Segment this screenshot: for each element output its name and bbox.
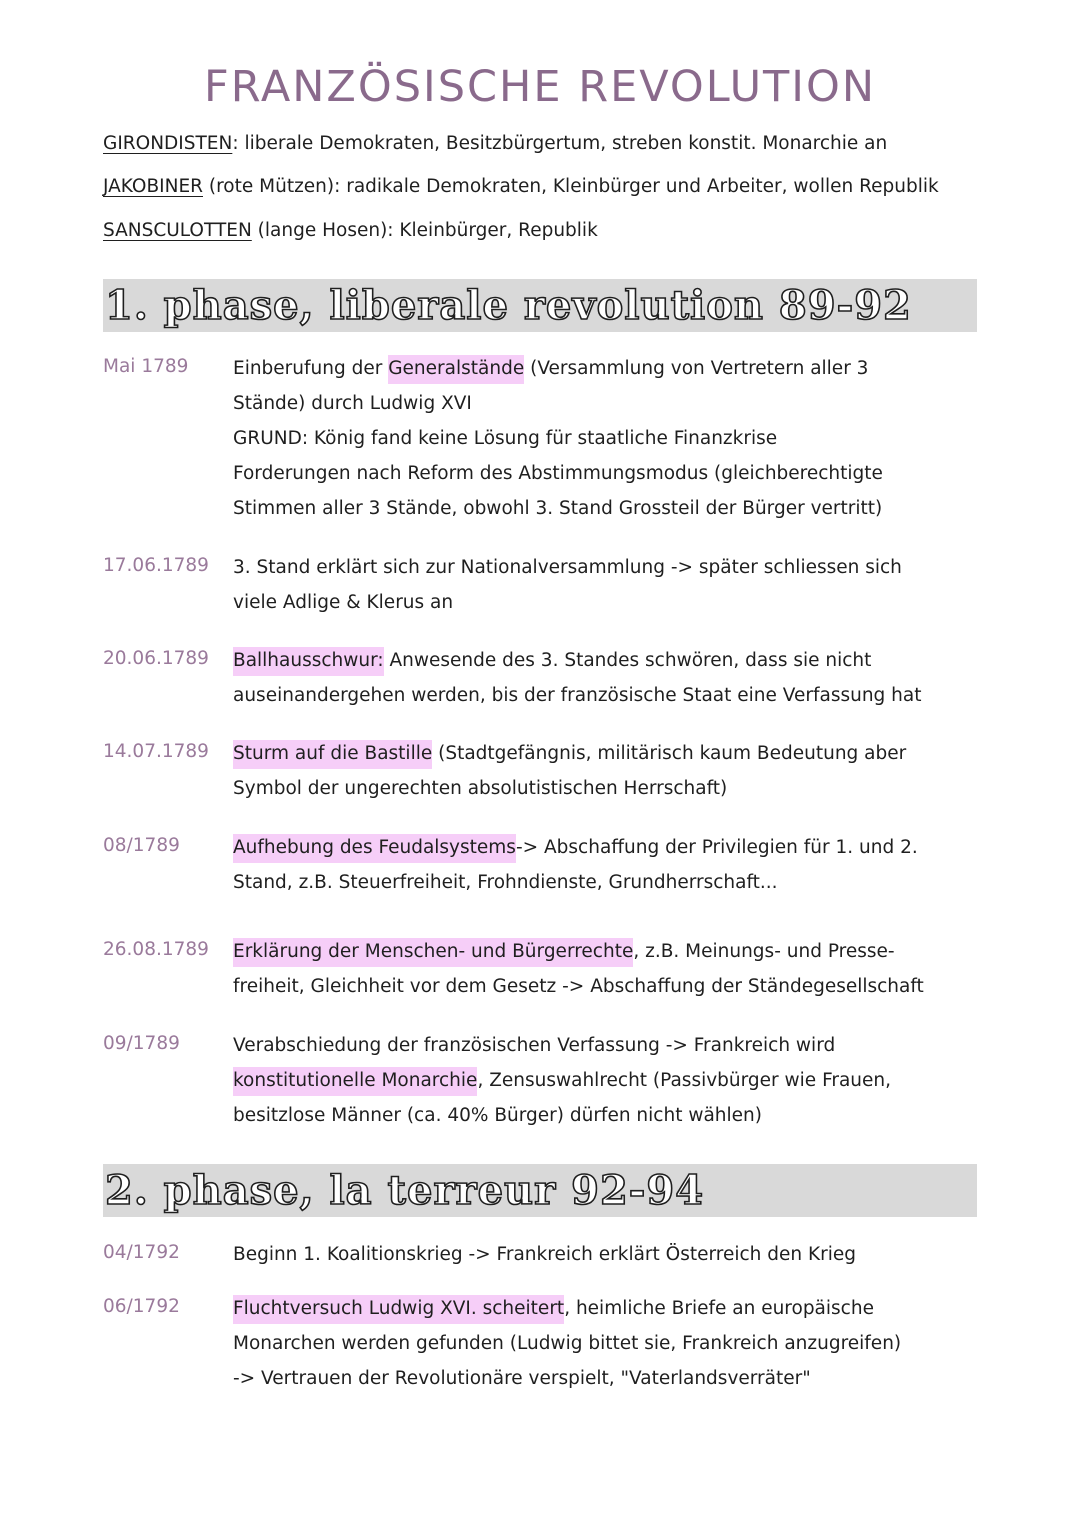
entry-date: 17.06.1789 xyxy=(103,555,209,576)
entry-line: Sturm auf die Bastille (Stadtgefängnis, militärisch kaum Bedeutung aber xyxy=(233,736,973,771)
entry-line: Stände) durch Ludwig XVI xyxy=(233,393,472,414)
entry-line: Verabschiedung der französischen Verfassung -> Frankreich wird xyxy=(233,1035,836,1056)
entry-line: Beginn 1. Koalitionskrieg -> Frankreich erklärt Österreich den Krieg xyxy=(233,1244,857,1265)
entry-line: Forderungen nach Reform des Abstimmungsmodus (gleichberechtigte xyxy=(233,463,883,484)
party-description: (rote Mützen): radikale Demokraten, Kleinbürger und Arbeiter, wollen Republik xyxy=(203,176,939,197)
party-sansculotten xyxy=(103,220,598,241)
entry-line: Aufhebung des Feudalsystems-> Abschaffung der Privilegien für 1. und 2. xyxy=(233,830,973,865)
entry-date: 04/1792 xyxy=(103,1242,180,1263)
phase-1-title: 1. phase, liberale revolution 89-92 xyxy=(105,282,912,329)
entry-line: freiheit, Gleichheit vor dem Gesetz -> Abschaffung der Ständegesellschaft xyxy=(233,976,924,997)
entry-date: 14.07.1789 xyxy=(103,741,209,762)
entry-line: -> Vertrauen der Revolutionäre verspielt, "Vaterlandsverräter" xyxy=(233,1368,811,1389)
entry-text xyxy=(233,1291,973,1396)
party-girondisten xyxy=(103,133,887,154)
highlight: konstitutionelle Monarchie xyxy=(233,1067,477,1096)
entry-line: Stimmen aller 3 Stände, obwohl 3. Stand Grossteil der Bürger vertritt) xyxy=(233,498,883,519)
party-description: (lange Hosen): Kleinbürger, Republik xyxy=(251,220,598,241)
entry-line: besitzlose Männer (ca. 40% Bürger) dürfen nicht wählen) xyxy=(233,1105,762,1126)
entry-line: Stand, z.B. Steuerfreiheit, Frohndienste, Grundherrschaft... xyxy=(233,872,778,893)
phase-2-header xyxy=(103,1164,977,1217)
entry-line: Erklärung der Menschen- und Bürgerrechte, z.B. Meinungs- und Presse- xyxy=(233,934,973,969)
entry-line: Ballhausschwur: Anwesende des 3. Standes schwören, dass sie nicht xyxy=(233,643,973,678)
phase-2-title: 2. phase, la terreur 92-94 xyxy=(105,1167,705,1214)
entry-line: 3. Stand erklärt sich zur Nationalversammlung -> später schliessen sich xyxy=(233,557,902,578)
entry-text xyxy=(233,643,973,713)
entry-date: 20.06.1789 xyxy=(103,648,209,669)
entry-line: viele Adlige & Klerus an xyxy=(233,592,454,613)
entry-text xyxy=(233,550,973,620)
entry-line: Monarchen werden gefunden (Ludwig bittet sie, Frankreich anzugreifen) xyxy=(233,1333,902,1354)
party-description: : liberale Demokraten, Besitzbürgertum, streben konstit. Monarchie an xyxy=(232,133,888,154)
highlight: Aufhebung des Feudalsystems xyxy=(233,834,516,863)
entry-date: 26.08.1789 xyxy=(103,939,209,960)
entry-line: auseinandergehen werden, bis der französische Staat eine Verfassung hat xyxy=(233,685,922,706)
entry-text xyxy=(233,830,973,900)
entry-date: 09/1789 xyxy=(103,1033,180,1054)
page-title: FRANZÖSISCHE REVOLUTION xyxy=(203,62,877,112)
phase-1-header xyxy=(103,279,977,332)
party-name: JAKOBINER xyxy=(103,176,203,197)
party-name: GIRONDISTEN xyxy=(103,133,233,154)
highlight: Sturm auf die Bastille xyxy=(233,740,432,769)
entry-date: 08/1789 xyxy=(103,835,180,856)
highlight: Erklärung der Menschen- und Bürgerrechte xyxy=(233,938,633,967)
entry-text xyxy=(233,736,973,806)
entry-text xyxy=(233,1028,973,1133)
party-name: SANSCULOTTEN xyxy=(103,220,252,241)
entry-line: konstitutionelle Monarchie, Zensuswahlrecht (Passivbürger wie Frauen, xyxy=(233,1063,973,1098)
entry-text xyxy=(233,351,973,526)
highlight: Ballhausschwur: xyxy=(233,647,384,676)
entry-date: 06/1792 xyxy=(103,1296,180,1317)
entry-line: Symbol der ungerechten absolutistischen Herrschaft) xyxy=(233,778,728,799)
entry-line: Fluchtversuch Ludwig XVI. scheitert, heimliche Briefe an europäische xyxy=(233,1291,973,1326)
party-jakobiner xyxy=(103,176,939,197)
entry-line: Einberufung der Generalstände (Versammlung von Vertretern aller 3 xyxy=(233,351,973,386)
highlight: Fluchtversuch Ludwig XVI. scheitert xyxy=(233,1295,564,1324)
entry-line: GRUND: König fand keine Lösung für staatliche Finanzkrise xyxy=(233,428,778,449)
entry-text xyxy=(233,1237,973,1272)
highlight: Generalstände xyxy=(388,355,524,384)
entry-text xyxy=(233,934,973,1004)
entry-date: Mai 1789 xyxy=(103,356,189,377)
